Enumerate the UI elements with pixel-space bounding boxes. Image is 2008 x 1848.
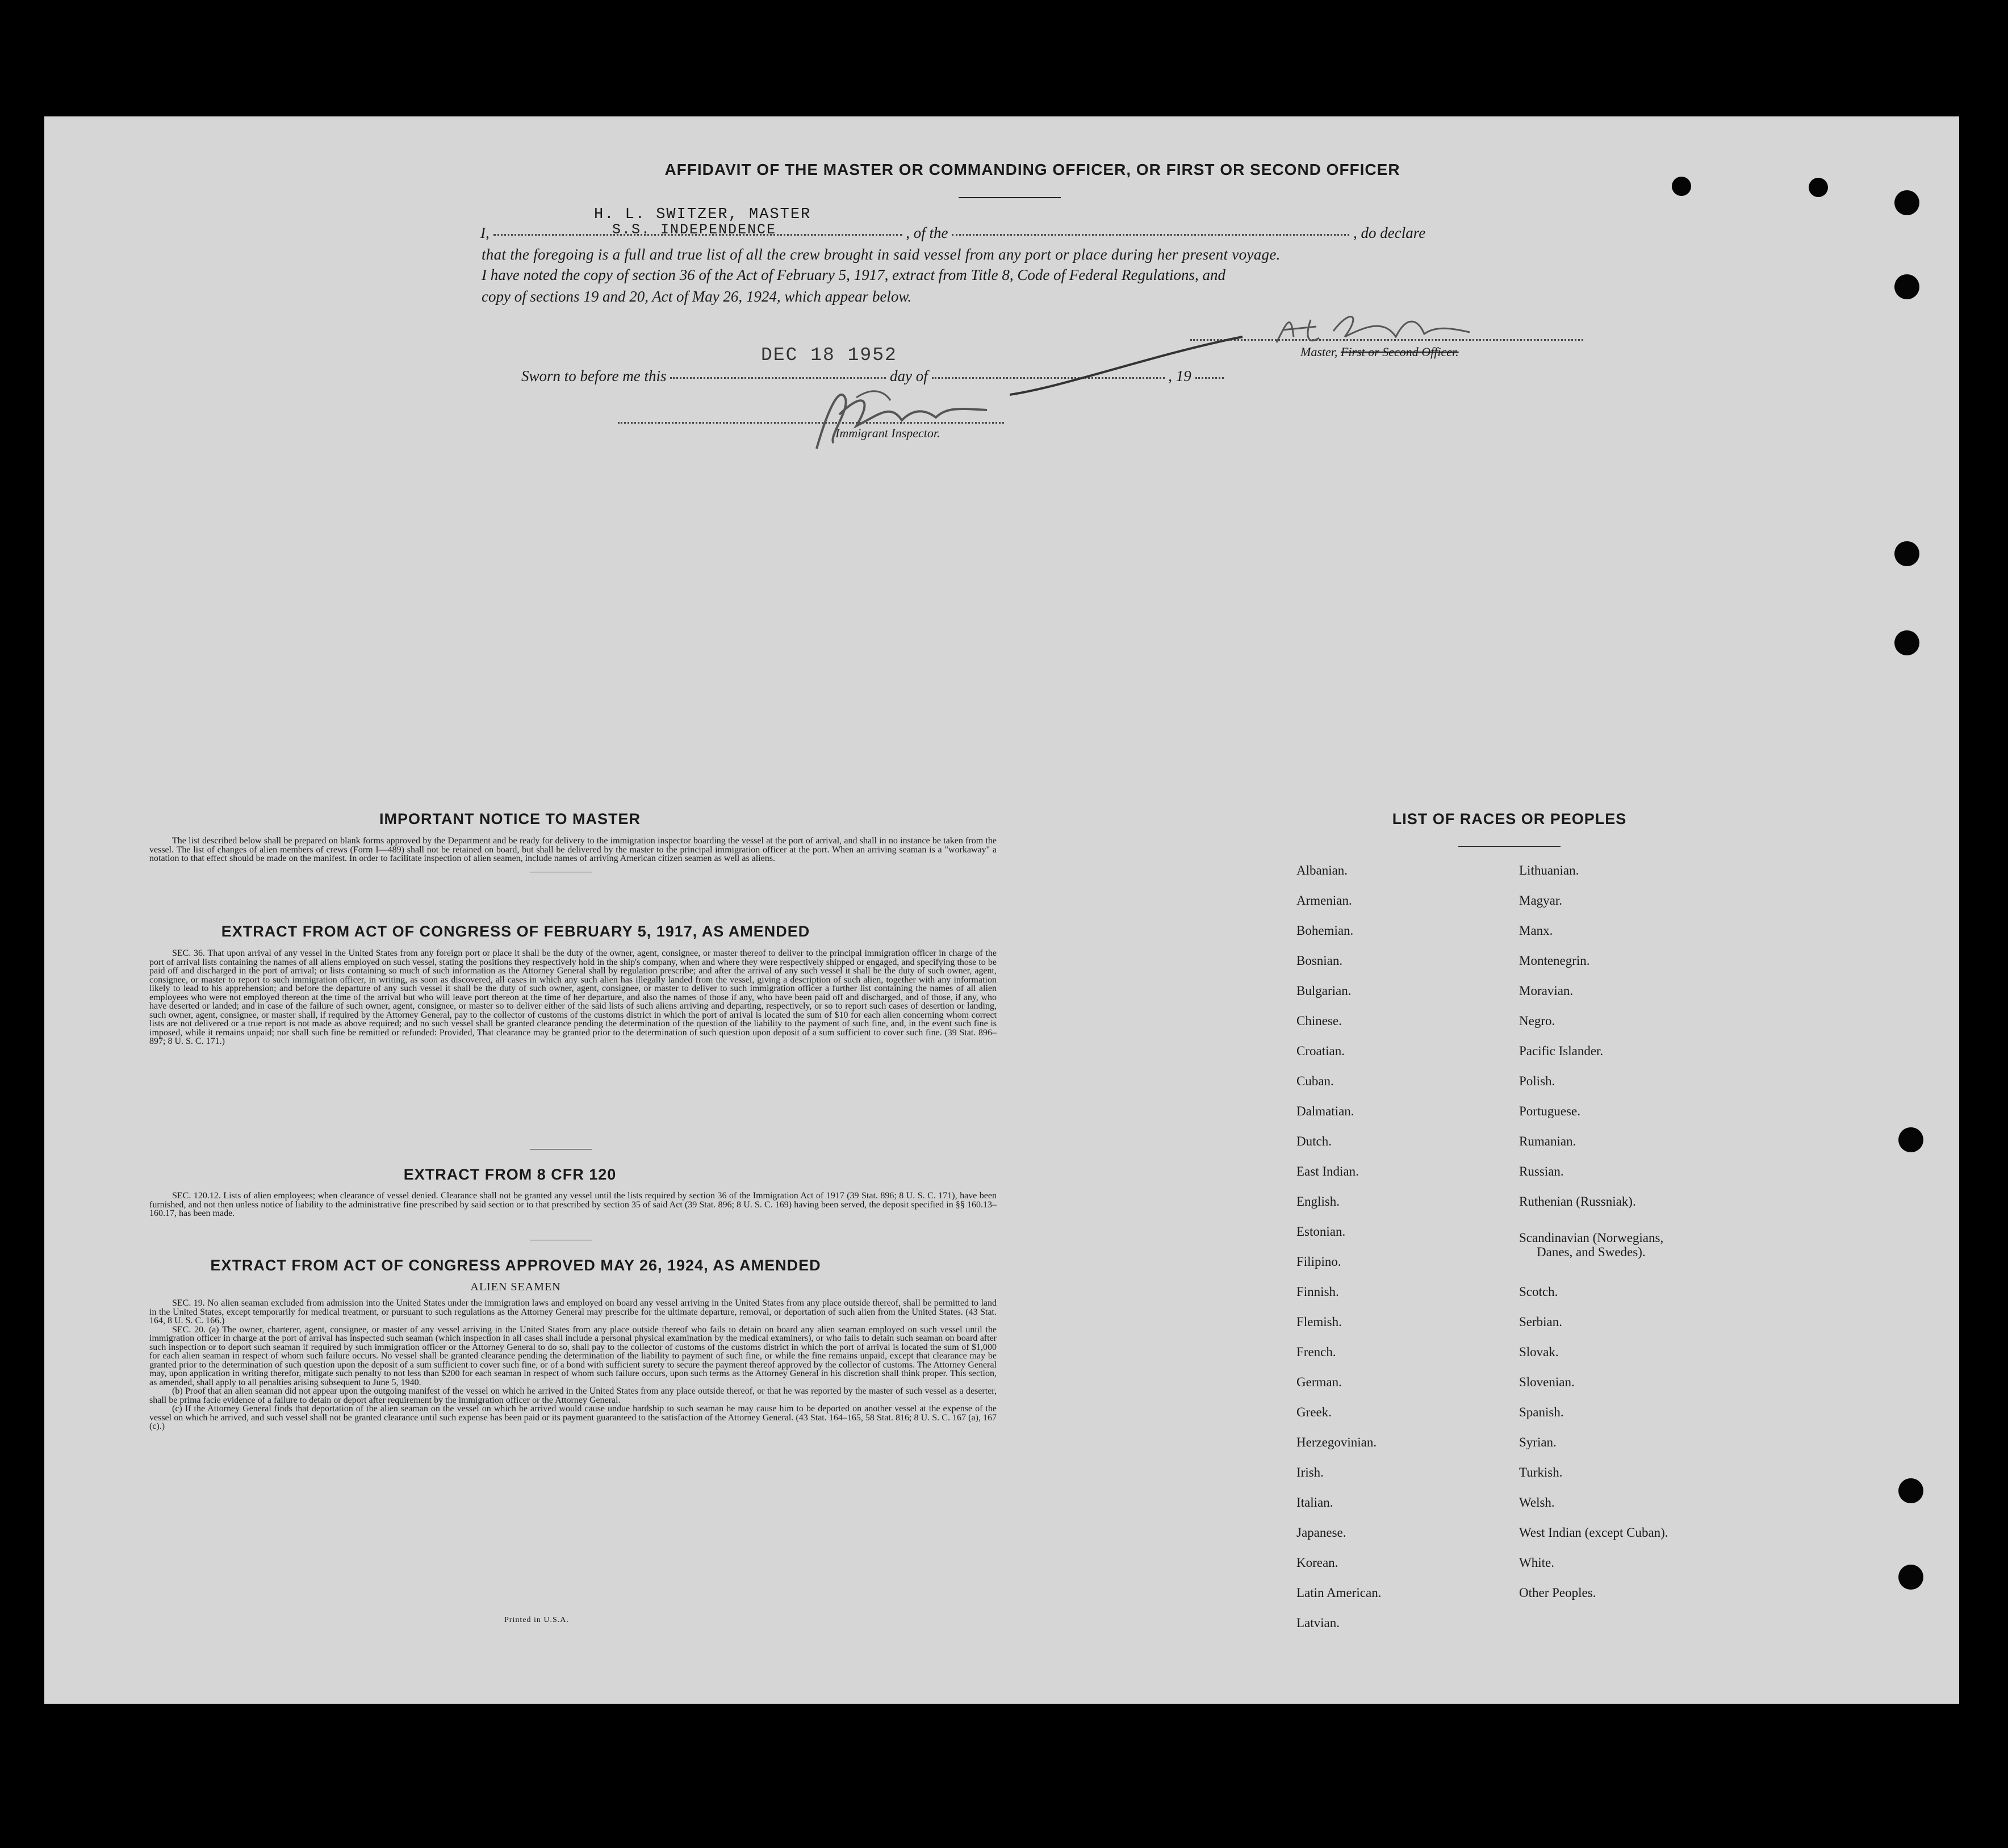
race-right-item: Lithuanian. [1519,863,1579,877]
race-left-item: French. [1296,1345,1336,1359]
race-right-item: Slovak. [1519,1345,1559,1359]
affidavit-title: AFFIDAVIT OF THE MASTER OR COMMANDING OFFICER, OR FIRST OR SECOND OFFICER [664,161,1400,178]
race-left-item: Greek. [1296,1405,1332,1419]
inspector-caption: Immigrant Inspector. [835,426,940,440]
races-title-rule [1458,846,1561,847]
notice-paragraph: The list described below shall be prepared on blank forms approved by the Department and be ready for delivery to the immigration inspector boarding the vessel at the port of arrival, and shall in no instance be taken from the vessel. The list of changes of alien members of crews (Form I—489) shall not be retained on board, but shall be delivered by the master to the principal immigration officer at the port. When an arriving seaman is a "workaway" a notation to that effect should be made on the manifest. In order to facilitate inspection of alien seamen, include names of arriving American citizen seamen as well as aliens. [149,836,997,863]
master-caption-master: Master, [1300,345,1341,359]
race-left-item: Korean. [1296,1556,1338,1570]
race-left-item: Flemish. [1296,1315,1342,1329]
race-right-item: Portuguese. [1519,1104,1580,1118]
race-right-item: Ruthenian (Russniak). [1519,1194,1636,1209]
race-right-item: Turkish. [1519,1465,1563,1479]
long-pen-stroke [1010,332,1248,400]
notice-body [149,837,997,863]
year-prefix-label: , 19 [1168,367,1191,384]
typed-vessel-name: S.S. INDEPENDENCE [612,221,777,238]
races-title: LIST OF RACES OR PEOPLES [1392,810,1627,827]
race-left-item: German. [1296,1375,1342,1389]
name-blank [493,234,902,236]
of-the-label: , of the [906,224,948,241]
affidavit-line-2: that the foregoing is a full and true list of all the crew brought in said vessel from any port or place during her present voyage. [482,246,1281,263]
document-page [44,116,1959,1704]
race-right-item: White. [1519,1556,1554,1570]
sworn-label: Sworn to before me this [521,367,667,384]
race-left-item: Japanese. [1296,1525,1346,1540]
affidavit-line-4: copy of sections 19 and 20, Act of May 26, 1924, which appear below. [482,288,912,305]
i-label: I, [480,224,490,241]
race-left-item: Bohemian. [1296,923,1354,938]
extract-1924-body [149,1299,997,1431]
binder-hole [1898,1478,1923,1503]
affidavit-title-rule [959,197,1061,198]
race-left-item: Finnish. [1296,1285,1339,1299]
race-right-item: Negro. [1519,1014,1555,1028]
race-right-item: Serbian. [1519,1315,1563,1329]
race-left-item: Irish. [1296,1465,1324,1479]
extract-1924-title: EXTRACT FROM ACT OF CONGRESS APPROVED MAY 26, 1924, AS AMENDED [210,1257,821,1274]
sec-20b-paragraph: (b) Proof that an alien seaman did not appear upon the outgoing manifest of the vessel on which he arrived in the United States from any place outside thereof, or that he was reported by the master of such vessel as a deserter, shall be prima facie evidence of a failure to detain or deport after requirement by the immigration officer or the Attorney General. [149,1386,997,1405]
binder-hole [1894,274,1919,299]
race-right-item: Pacific Islander. [1519,1044,1604,1058]
race-right-item: Montenegrin. [1519,954,1590,968]
binder-hole [1672,177,1691,196]
race-left-item: Armenian. [1296,893,1352,908]
binder-hole [1898,1127,1923,1152]
race-left-item: Bosnian. [1296,954,1343,968]
race-left-item: Filipino. [1296,1255,1341,1269]
extract-cfr-body [149,1191,997,1218]
extract-cfr-title: EXTRACT FROM 8 CFR 120 [403,1166,617,1183]
race-left-item: Latin American. [1296,1586,1382,1600]
race-left-item: East Indian. [1296,1164,1359,1178]
race-right-item: Syrian. [1519,1435,1557,1449]
race-left-item: Dutch. [1296,1134,1332,1148]
sec-36-paragraph: SEC. 36. That upon arrival of any vessel in the United States from any foreign port or place it shall be the duty of the owner, agent, consignee, or master thereof to deliver to the principal immigration officer in charge of the port of arrival lists containing the names of all aliens employed on such vessel, stating the positions they respectively hold in the ship's company, when and where they were respectively shipped or engaged, and specifying those to be paid off and discharged in the port of arrival; or lists containing so much of such information as the Attorney General shall by regulation prescribe; and after the arrival of any such vessel it shall be the duty of such owner, agent, consignee, or master to report to such immigration officer, in writing, as soon as discovered, all cases in which any such alien has illegally landed from the vessel, giving a description of such alien, together with any information likely to lead to his apprehension; and before the departure of any such vessel it shall be the duty of such owner, agent, consignee, or master to deliver to such immigration officer a further list containing the names of all alien employees who were not employed thereon at the time of the arrival but who will leave port thereon at the time of her departure, and also the names of those if any, who have been paid off and discharged, and of those, if any, who have deserted or landed; and in case of the failure of such owner, agent, consignee, or master so to deliver either of the said lists of such aliens arriving and departing, respectively, or so to report such cases of desertion or landing, such owner, agent, consignee, or master shall, if required by the Attorney General, pay to the collector of customs of the customs district in which the port of arrival is located the sum of $10 for each alien concerning whom correct lists are not delivered or a true report is not made as above required; and no such vessel shall be granted clearance pending the determination of the question of the liability to the payment of such fine, and, in the event such fine is imposed, while it remains unpaid; nor shall such fine be remitted or refunded: Provided, That clearance may be granted prior to the determination of such question upon deposit of a sum sufficient to cover such fine. (39 Stat. 896–897; 8 U. S. C. 171.) [149,948,997,1046]
binder-hole [1809,178,1828,197]
extract-1917-body [149,949,997,1046]
sec-120-12-paragraph: SEC. 120.12. Lists of alien employees; when clearance of vessel denied. Clearance shall not be granted any vessel until the lists required by section 36 of the Immigration Act of 1917 (39 Stat. 896; 8 U. S. C. 171), have been furnished, and not then unless notice of liability to the administrative fine prescribed by said section or to that prescribed by section 35 of said Act (39 Stat. 896; 8 U. S. C. 169) having been served, the deposit specified in §§ 160.13–160.17, has been made. [149,1191,997,1218]
affidavit-line-3: I have noted the copy of section 36 of the Act of February 5, 1917, extract from Title 8, Code of Federal Regulations, and [482,266,1226,283]
race-right-item: Scotch. [1519,1285,1558,1299]
race-left-item: Estonian. [1296,1224,1346,1239]
race-right-item: Welsh. [1519,1495,1555,1510]
sec-20c-paragraph: (c) If the Attorney General finds that deportation of the alien seaman on the vessel on which he arrived would cause undue hardship to such seaman he may cause him to be deported on another vessel at the expense of the vessel on which he arrived, and such vessel shall not be granted clearance until such expense has been paid or its payment guaranteed to the satisfaction of the Attorney General. (43 Stat. 164–165, 58 Stat. 816; 8 U. S. C. 167 (a), 167 (c).) [149,1404,997,1431]
race-right-item: Slovenian. [1519,1375,1575,1389]
sec-19-paragraph: SEC. 19. No alien seaman excluded from admission into the United States under the immigration laws and employed on board any vessel arriving in the United States from any place outside thereof, shall be permitted to land in the United States, except temporarily for medical treatment, or pursuant to such regulations as the Attorney General may prescribe for the ultimate departure, removal, or deportation of such alien from the United States. (43 Stat. 164, 8 U. S. C. 166.) [149,1298,997,1326]
race-right-item: Danes, and Swedes). [1537,1245,1646,1259]
race-right-item: Magyar. [1519,893,1563,908]
do-declare-label: , do declare [1353,224,1426,241]
affidavit-line-1 [480,224,1588,242]
binder-hole [1894,541,1919,566]
race-left-item: Cuban. [1296,1074,1334,1088]
race-left-item: Chinese. [1296,1014,1342,1028]
race-left-item: Croatian. [1296,1044,1345,1058]
stamped-date: DEC 18 1952 [761,345,897,366]
race-right-item: Rumanian. [1519,1134,1576,1148]
race-left-item: English. [1296,1194,1340,1209]
master-caption [1300,345,1459,359]
typed-master-name: H. L. SWITZER, MASTER [594,206,811,223]
vessel-blank [952,234,1349,236]
binder-hole [1894,630,1919,655]
master-caption-struck: First or Second Officer. [1340,345,1459,359]
race-left-item: Bulgarian. [1296,984,1352,998]
race-left-item: Herzegovinian. [1296,1435,1377,1449]
printed-in-usa: Printed in U.S.A. [504,1616,569,1624]
binder-hole [1894,190,1919,215]
race-left-item: Latvian. [1296,1616,1340,1630]
race-right-item: Scandinavian (Norwegians, [1519,1231,1664,1245]
binder-hole [1898,1565,1923,1590]
race-right-item: West Indian (except Cuban). [1519,1525,1668,1540]
alien-seamen-subtitle: ALIEN SEAMEN [470,1281,561,1293]
inspector-signature [794,375,1021,454]
race-left-item: Albanian. [1296,863,1348,877]
race-right-item: Spanish. [1519,1405,1564,1419]
sec-20a-paragraph: SEC. 20. (a) The owner, charterer, agent, consignee, or master of any vessel arriving in the United States from any place outside thereof who fails to detain on board any alien seaman employed on such vessel until the immigration officer in charge at the port of arrival has inspected such seaman (which inspection in all cases shall include a personal physical examination by the medical examiners), or who fails to detain such seaman on board after such inspection or to deport such seaman if required by such immigration officer or the Attorney General to do so, shall pay to the collector of customs of the customs district in which the port of arrival is located the sum of $1,000 for each alien seaman in respect of whom such failure occurs. No vessel shall be granted clearance pending the determination of the liability to payment of such fine, or while the fine remains unpaid, except that clearance may be granted prior to the determination of such question upon the deposit of a sum sufficient to cover such fine, or of a bond with sufficient surety to secure the payment thereof approved by the collector of customs. The Attorney General may, upon application in writing therefor, mitigate such penalty to not less than $200 for each seaman in respect of whom such failure occurs, upon such terms as the Attorney General in his discretion shall think proper. This section, as amended, shall apply to all penalties arising subsequent to June 5, 1940. [149,1324,997,1387]
race-right-item: Moravian. [1519,984,1574,998]
notice-title: IMPORTANT NOTICE TO MASTER [379,810,641,827]
race-right-item: Polish. [1519,1074,1555,1088]
day-of-label: day of [890,367,928,384]
race-left-item: Dalmatian. [1296,1104,1354,1118]
race-right-item: Other Peoples. [1519,1586,1596,1600]
race-right-item: Manx. [1519,923,1553,938]
extract-1917-title: EXTRACT FROM ACT OF CONGRESS OF FEBRUARY 5, 1917, AS AMENDED [221,923,810,940]
race-right-item: Russian. [1519,1164,1564,1178]
race-left-item: Italian. [1296,1495,1333,1510]
